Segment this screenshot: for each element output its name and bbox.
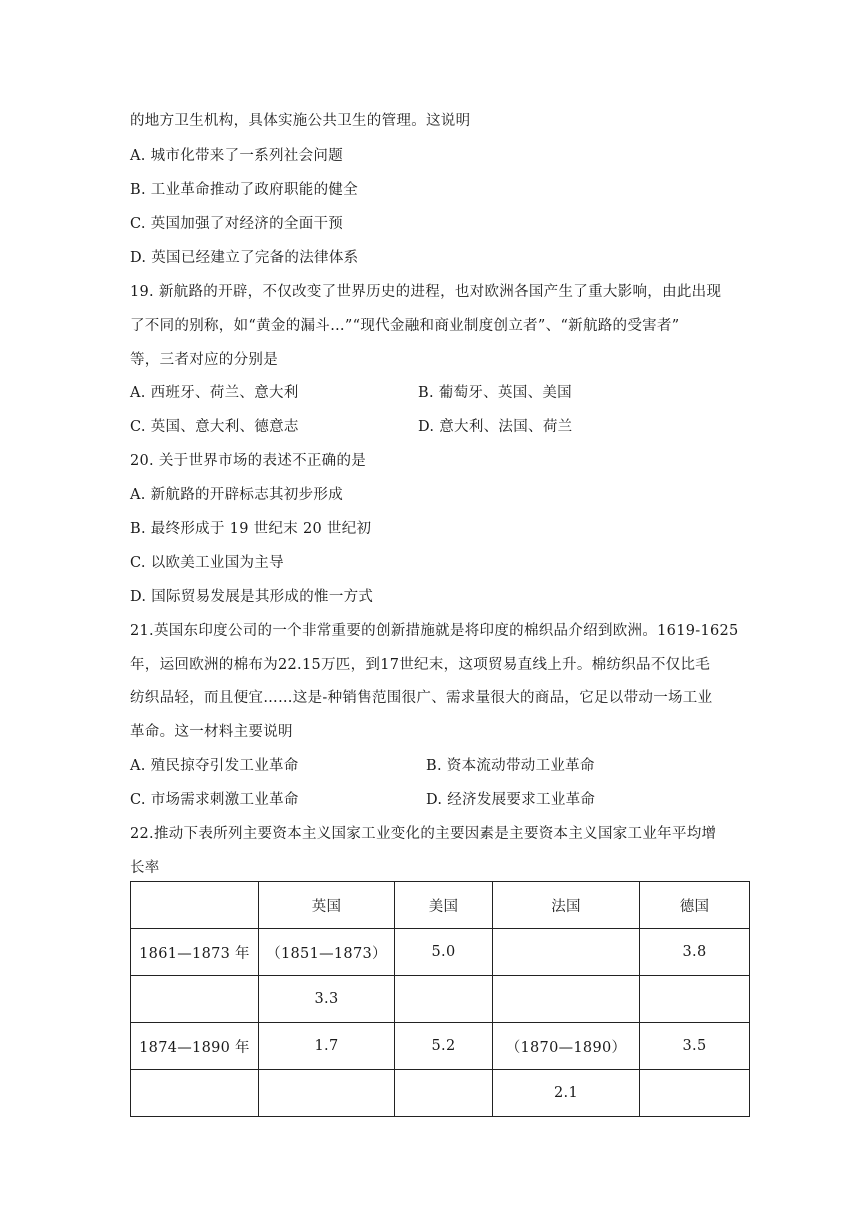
table-row [131,1023,750,1070]
table-header-cell: 英国 [259,882,395,929]
q21-stem-line-4: 革命。这一材料主要说明 [130,724,293,740]
q21-option-d: D. 经济发展要求工业革命 [426,792,596,808]
q18-option-a: A. 城市化带来了一系列社会问题 [130,148,343,164]
q19-stem-line-3: 等，三者对应的分别是 [130,352,278,368]
table-cell [493,976,640,1023]
table-row [131,1070,750,1117]
table-cell [395,976,493,1023]
q18-option-d: D. 英国已经建立了完备的法律体系 [130,250,359,266]
q19-option-b: B. 葡萄牙、英国、美国 [418,385,572,401]
table-cell [131,976,259,1023]
q22-stem-line-2: 长率 [130,860,160,876]
table-header-cell: 法国 [493,882,640,929]
table-row [131,929,750,976]
table-cell: 2.1 [493,1070,640,1117]
q19-stem-line-1: 19. 新航路的开辟，不仅改变了世界历史的进程，也对欧洲各国产生了重大影响，由此出现 [130,284,722,300]
table-cell [640,976,750,1023]
table-cell [259,1070,395,1117]
q21-stem-line-1: 21.英国东印度公司的一个非常重要的创新措施就是将印度的棉织品介绍到欧洲。1619-1625 [130,623,739,639]
table-cell [395,1070,493,1117]
q21-option-c: C. 市场需求刺激工业革命 [130,792,299,808]
table-cell: 5.0 [395,929,493,976]
q21-stem-line-3: 纺织品轻，而且便宜……这是-种销售范围很广、需求量很大的商品，它足以带动一场工业 [130,690,713,706]
q19-option-c: C. 英国、意大利、德意志 [130,419,299,435]
q19-option-a: A. 西班牙、荷兰、意大利 [130,385,299,401]
table-cell [493,929,640,976]
table-cell: 1861—1873 年 [131,929,259,976]
table-cell: 3.5 [640,1023,750,1070]
q18-stem-tail: 的地方卫生机构，具体实施公共卫生的管理。这说明 [130,113,471,129]
q18-option-c: C. 英国加强了对经济的全面干预 [130,216,344,232]
q22-stem-line-1: 22.推动下表所列主要资本主义国家工业变化的主要因素是主要资本主义国家工业年平均增 [130,826,717,842]
q20-stem: 20. 关于世界市场的表述不正确的是 [130,453,367,469]
q21-option-b: B. 资本流动带动工业革命 [426,758,595,774]
q21-option-a: A. 殖民掠夺引发工业革命 [130,758,299,774]
table-header-cell: 美国 [395,882,493,929]
q19-option-d: D. 意大利、法国、荷兰 [418,419,573,435]
q18-option-b: B. 工业革命推动了政府职能的健全 [130,182,358,198]
q19-stem-line-2: 了不同的别称，如“黄金的漏斗…”“现代金融和商业制度创立者”、“新航路的受害者” [130,318,680,334]
q20-option-b: B. 最终形成于 19 世纪末 20 世纪初 [130,521,372,537]
table-cell: 3.3 [259,976,395,1023]
q20-option-d: D. 国际贸易发展是其形成的惟一方式 [130,589,374,605]
table-cell: 3.8 [640,929,750,976]
q20-option-c: C. 以欧美工业国为主导 [130,555,284,571]
table-row [131,976,750,1023]
table-cell [131,1070,259,1117]
table-cell: 5.2 [395,1023,493,1070]
q21-stem-line-2: 年，运回欧洲的棉布为22.15万匹，到17世纪末，这项贸易直线上升。棉纺织品不仅比毛 [130,657,711,673]
growth-rate-table [130,881,750,1117]
table-cell: （1870—1890） [493,1023,640,1070]
table-cell [640,1070,750,1117]
table-header-cell: 德国 [640,882,750,929]
table-cell: 1874—1890 年 [131,1023,259,1070]
table-header-row [131,882,750,929]
table-cell: （1851—1873） [259,929,395,976]
table-header-cell [131,882,259,929]
q20-option-a: A. 新航路的开辟标志其初步形成 [130,487,343,503]
table-cell: 1.7 [259,1023,395,1070]
